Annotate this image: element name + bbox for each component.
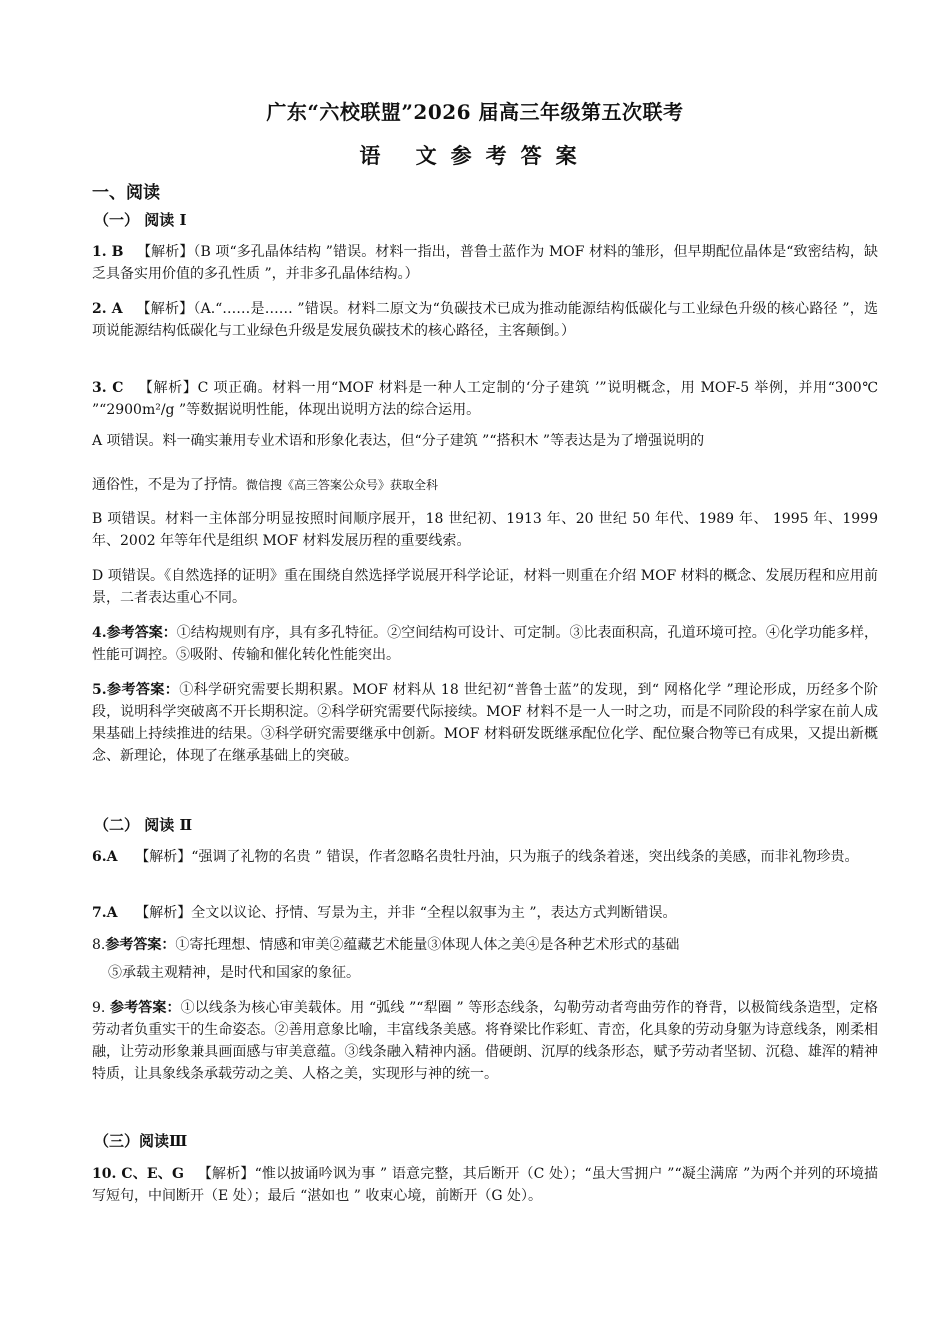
q1-explanation: 【解析】（B 项“多孔晶体结构 ”错误。材料一指出，普鲁士蓝作为 MOF 材料的雏形，但早期配位晶体是“致密结构，缺乏具备实用价值的多孔性质 ”，并非多孔晶体结构。） (92, 244, 878, 282)
q10-number: 10. C、E、G (92, 1166, 184, 1182)
q8-number: 8. (92, 937, 106, 953)
q4-answer: ①结构规则有序，具有多孔特征。②空间结构可设计、可定制。③比表面积高，孔道环境可控。④化学功能多样，性能可调控。⑤吸附、传输和催化转化性能突出。 (92, 625, 878, 663)
promo-note: 微信搜《高三答案公众号》获取全科 (246, 478, 439, 492)
q4-number: 4.参考答案： (92, 625, 177, 641)
q2-explanation: 【解析】（A.“……是…… ”错误。材料二原文为“负碳技术已成为推动能源结构低碳化与工业绿色升级的核心路径 ”，选项说能源结构低碳化与工业绿色升级是发展负碳技术的核心路径，主客颠倒。） (92, 301, 878, 339)
q1-number: 1. B (92, 244, 124, 260)
answer-q5 (92, 679, 878, 767)
q3-option-a-line1: A 项错误。料一确实兼用专业术语和形象化表达，但“分子建筑 ”“搭积木 ”等表达是为了增强说明的 (92, 433, 705, 449)
q8-label: 参考答案： (105, 937, 176, 953)
q3-number: 3. C (92, 380, 124, 396)
q9-number: 9. (92, 1000, 110, 1016)
answer-q6 (92, 846, 878, 868)
q7-number: 7.A (92, 905, 118, 921)
q8-answer-line2: ⑤承载主观精神，是时代和国家的象征。 (108, 965, 360, 981)
page-subtitle: 语 文参考答案 (359, 143, 591, 168)
q7-explanation: 【解析】全文以议论、抒情、写景为主，并非 “全程以叙事为主 ”，表达方式判断错误。 (135, 905, 677, 921)
answer-q8 (92, 934, 878, 956)
q9-answer: ①以线条为核心审美载体。用 “弧线 ”“犁圈 ” 等形态线条，勾勒劳动者弯曲劳作的脊背，以极简线条造型，定格劳动者负重实干的生命姿态。②善用意象比喻，丰富线条美感。将脊梁比作彩虹、青峦，化具象的劳动身躯为诗意线条，刚柔相融，让劳动形象兼具画面感与审美意蕴。③线条融入精神内涵。借硬朗、沉厚的线条形态，赋予劳动者坚韧、沉稳、雄浑的精神特质，让具象线条承载劳动之美、人格之美，实现形与神的统一。 (92, 1000, 879, 1082)
q3-option-a-line2: 通俗性，不是为了抒情。 (92, 477, 246, 493)
q3-option-a-cont (92, 474, 878, 496)
answer-q9 (92, 997, 878, 1085)
section-heading-reading: 一、阅读 (92, 183, 160, 203)
answer-q7 (92, 902, 878, 924)
answer-q4 (92, 622, 878, 666)
subsection-heading-reading-2: （二） 阅读 Ⅱ (94, 816, 193, 834)
subsection-heading-reading-1: （一） 阅读 I (94, 211, 187, 229)
answer-q10 (92, 1163, 878, 1207)
q3-option-d: D 项错误。《自然选择的证明》重在围绕自然选择学说展开科学论证，材料一则重在介绍 MOF 材料的概念、发展历程和应用前景，二者表达重心不同。 (92, 568, 878, 606)
q10-explanation: 【解析】“惟以披诵吟讽为事 ” 语意完整，其后断开（C 处）；“虽大雪拥户 ”“凝尘满席 ”为两个并列的环境描写短句，中间断开（E 处）；最后 “湛如也 ” 收束心境，前断开（G 处）。 (92, 1166, 879, 1204)
answer-q3 (92, 377, 878, 421)
q8-answer: ①寄托理想、情感和审美②蕴藏艺术能量③体现人体之美④是各种艺术形式的基础 (175, 937, 680, 953)
q5-number: 5.参考答案： (92, 682, 180, 698)
q6-number: 6.A (92, 849, 118, 865)
answer-q1 (92, 241, 878, 285)
q3-option-a (92, 430, 878, 452)
q5-answer: ①科学研究需要长期积累。MOF 材料从 18 世纪初“普鲁士蓝”的发现，到“ 网格化学 ”理论形成，历经多个阶段，说明科学突破离不开长期积淀。②科学研究需要代际接续。MOF 材料不是一人一时之功，而是不同阶段的科学家在前人成果基础上持续推进的结果。③科学研究需要继承中创新。MOF 材料研发既继承配位化学、配位聚合物等已有成果，又提出新概念、新理论，体现了在继承基础上的突破。 (92, 682, 879, 764)
q3-explanation: 【解析】C 项正确。材料一用“MOF 材料是一种人工定制的‘分子建筑 ’”说明概念，用 MOF-5 举例，并用“300℃ ”“2900m²/g ”等数据说明性能，体现出说明方法的综合运用。 (92, 380, 878, 418)
q6-explanation: 【解析】“强调了礼物的名贵 ” 错误，作者忽略名贵牡丹油，只为瓶子的线条着迷，突出线条的美感，而非礼物珍贵。 (135, 849, 859, 865)
answer-q2 (92, 298, 878, 342)
q2-number: 2. A (92, 301, 123, 317)
q9-label: 参考答案： (109, 1000, 181, 1016)
q3-option-b: B 项错误。材料一主体部分明显按照时间顺序展开，18 世纪初、1913 年、20 世纪 50 年代、1989 年、 1995 年、1999 年、2002 年等年代是组织 MOF 材料发展历程的重要线索。 (92, 511, 878, 549)
subsection-heading-reading-3: （三）阅读Ⅲ (94, 1132, 188, 1150)
page-title: 广东“六校联盟”2026 届高三年级第五次联考 (266, 100, 684, 124)
